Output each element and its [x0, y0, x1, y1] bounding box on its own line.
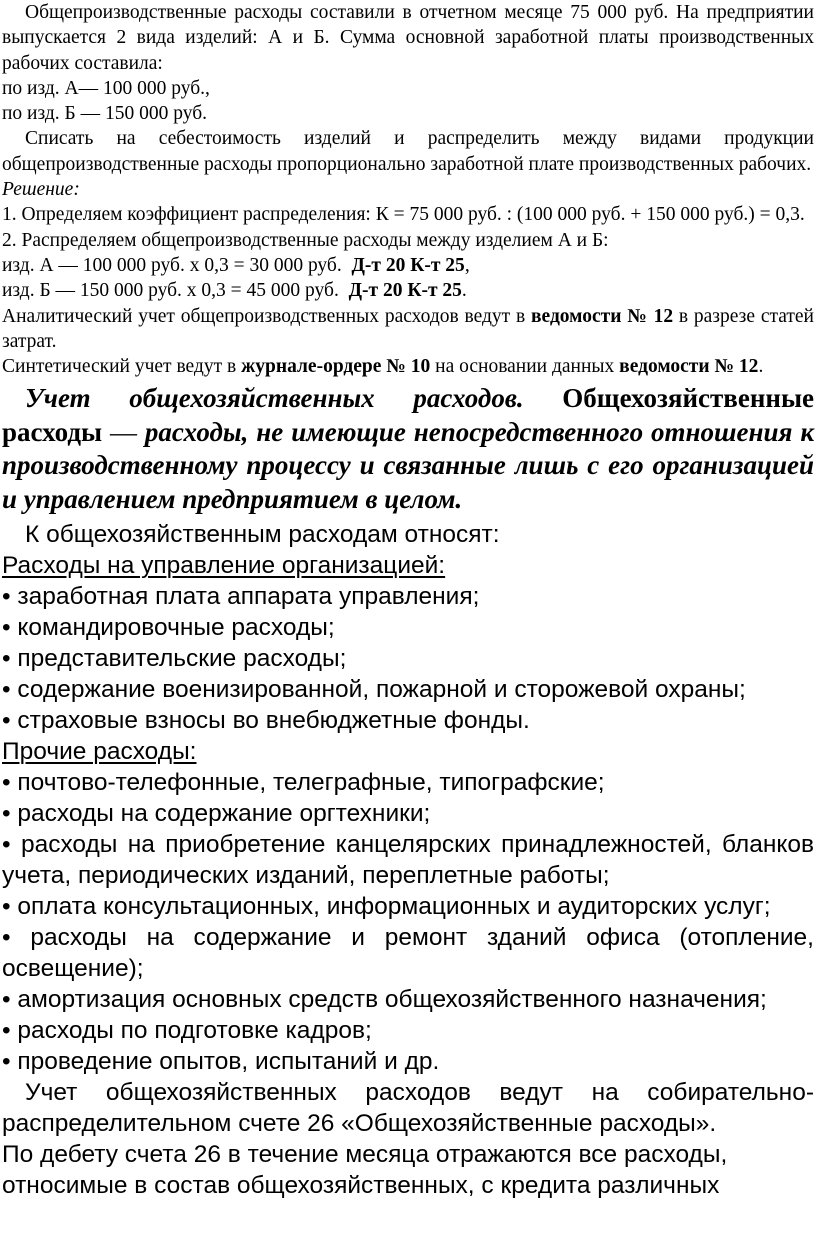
bullet: •	[2, 893, 11, 921]
bullet: •	[2, 769, 11, 797]
list-item-text: содержание военизированной, пожарной и сторожевой охраны;	[17, 676, 746, 704]
list-item	[2, 922, 814, 984]
list-item-text: расходы на содержание оргтехники;	[17, 800, 431, 828]
heading-title: Учет общехозяйственных расходов.	[25, 383, 524, 414]
calc-b-end: .	[461, 280, 467, 302]
bullet: •	[2, 583, 11, 611]
heading-definition: расходы, не имеющие непосредственного отношения к производственному процессу и связанные лишь с его организацией и управлением предприятием в целом.	[2, 416, 815, 514]
list-item-text: представительские расходы;	[17, 645, 347, 673]
bullet: •	[2, 1048, 11, 1076]
list-item-text: расходы по подготовке кадров;	[17, 1017, 372, 1045]
analytic-text-end: в разрезе статей затрат.	[2, 305, 814, 352]
solution-step-1: 1. Определяем коэффициент распределения: К = 75 000 руб. : (100 000 руб. + 150 000 руб.) = 0,3.	[2, 204, 805, 226]
analytic-text: Аналитический учет общепроизводственных расходов ведут в	[2, 305, 526, 327]
bullet: •	[2, 924, 11, 952]
expenses-intro: К общехозяйственным расходам относят:	[25, 521, 500, 549]
bullet: •	[2, 707, 11, 735]
list-item	[2, 829, 814, 891]
calc-line-b	[2, 278, 814, 303]
solution-label: Решение:	[2, 179, 80, 201]
calc-a-entry: Д-т 20 К-т 25	[351, 254, 465, 276]
group-management-title-text: Расходы на управление организацией:	[2, 552, 446, 580]
analytic-register: ведомости № 12	[531, 305, 674, 327]
list-item	[2, 674, 814, 705]
bullet: •	[2, 1017, 11, 1045]
calc-b-entry: Д-т 20 К-т 25	[348, 280, 462, 302]
heading-dash: —	[110, 416, 137, 447]
solution-step-2: 2. Распределяем общепроизводственные расходы между изделием А и Б:	[2, 229, 609, 251]
list-item-text: командировочные расходы;	[17, 614, 335, 642]
list-item	[2, 767, 814, 798]
bullet: •	[2, 800, 11, 828]
list-item-text: оплата консультационных, информационных и аудиторских услуг;	[17, 893, 771, 921]
section-heading	[2, 382, 814, 516]
bullet: •	[2, 986, 11, 1014]
bullet: •	[2, 645, 11, 673]
bullet: •	[2, 831, 11, 859]
list-item	[2, 1046, 814, 1077]
list-item	[2, 612, 814, 643]
list-item	[2, 1015, 814, 1046]
calc-a-end: ,	[464, 254, 470, 276]
synth-journal: журнале-ордере № 10	[241, 356, 431, 378]
task-paragraph: Общепроизводственные расходы составили в отчетном месяце 75 000 руб. На предприятии выпускается 2 вида изделий: А и Б. Сумма основной заработной платы производственных рабочих составила:	[2, 2, 814, 74]
list-item-text: почтово-телефонные, телеграфные, типографские;	[17, 769, 605, 797]
list-item	[2, 643, 814, 674]
list-item-text: заработная плата аппарата управления;	[17, 583, 480, 611]
list-item	[2, 891, 814, 922]
list-item	[2, 581, 814, 612]
bullet: •	[2, 676, 11, 704]
analytic-accounting	[2, 304, 814, 355]
list-item	[2, 984, 814, 1015]
salary-line-a: по изд. А— 100 000 руб.,	[2, 77, 210, 99]
list-item	[2, 705, 814, 736]
debit-paragraph: По дебету счета 26 в течение месяца отражаются все расходы, относимые в состав общехозяйственных, с кредита различных	[2, 1141, 728, 1200]
list-item-text: расходы на содержание и ремонт зданий офиса (отопление, освещение);	[2, 924, 814, 983]
synth-register: ведомости № 12	[619, 356, 759, 378]
synth-text: Синтетический учет ведут в	[2, 356, 237, 378]
salary-line-b: по изд. Б — 150 000 руб.	[2, 103, 207, 125]
list-item-text: страховые взносы во внебюджетные фонды.	[17, 707, 530, 735]
list-item-text: амортизация основных средств общехозяйственного назначения;	[17, 986, 767, 1014]
calc-line-a	[2, 253, 814, 278]
group-other-title-text: Прочие расходы:	[2, 738, 197, 766]
group-other-title	[2, 736, 814, 767]
list-item-text: проведение опытов, испытаний и др.	[17, 1048, 440, 1076]
heading-term: Общехозяйственные расходы	[2, 383, 815, 447]
group-management-title	[2, 550, 814, 581]
task-instruction: Списать на себестоимость изделий и распределить между видами продукции общепроизводственные расходы пропорционально заработной плате производственных рабочих.	[2, 128, 814, 175]
list-item-text: расходы на приобретение канцелярских принадлежностей, бланков учета, периодических изданий, переплетные работы;	[2, 831, 815, 890]
synth-text-mid: на основании данных	[430, 356, 615, 378]
bullet: •	[2, 614, 11, 642]
account-26-paragraph: Учет общехозяйственных расходов ведут на собирательно-распределительном счете 26 «Общехозяйственные расходы».	[2, 1079, 814, 1138]
list-item	[2, 798, 814, 829]
synth-text-end: .	[758, 356, 764, 378]
synthetic-accounting	[2, 354, 814, 379]
calc-b-text: изд. Б — 150 000 руб. х 0,3 = 45 000 руб.	[2, 280, 339, 302]
calc-a-text: изд. А — 100 000 руб. х 0,3 = 30 000 руб.	[2, 254, 342, 276]
